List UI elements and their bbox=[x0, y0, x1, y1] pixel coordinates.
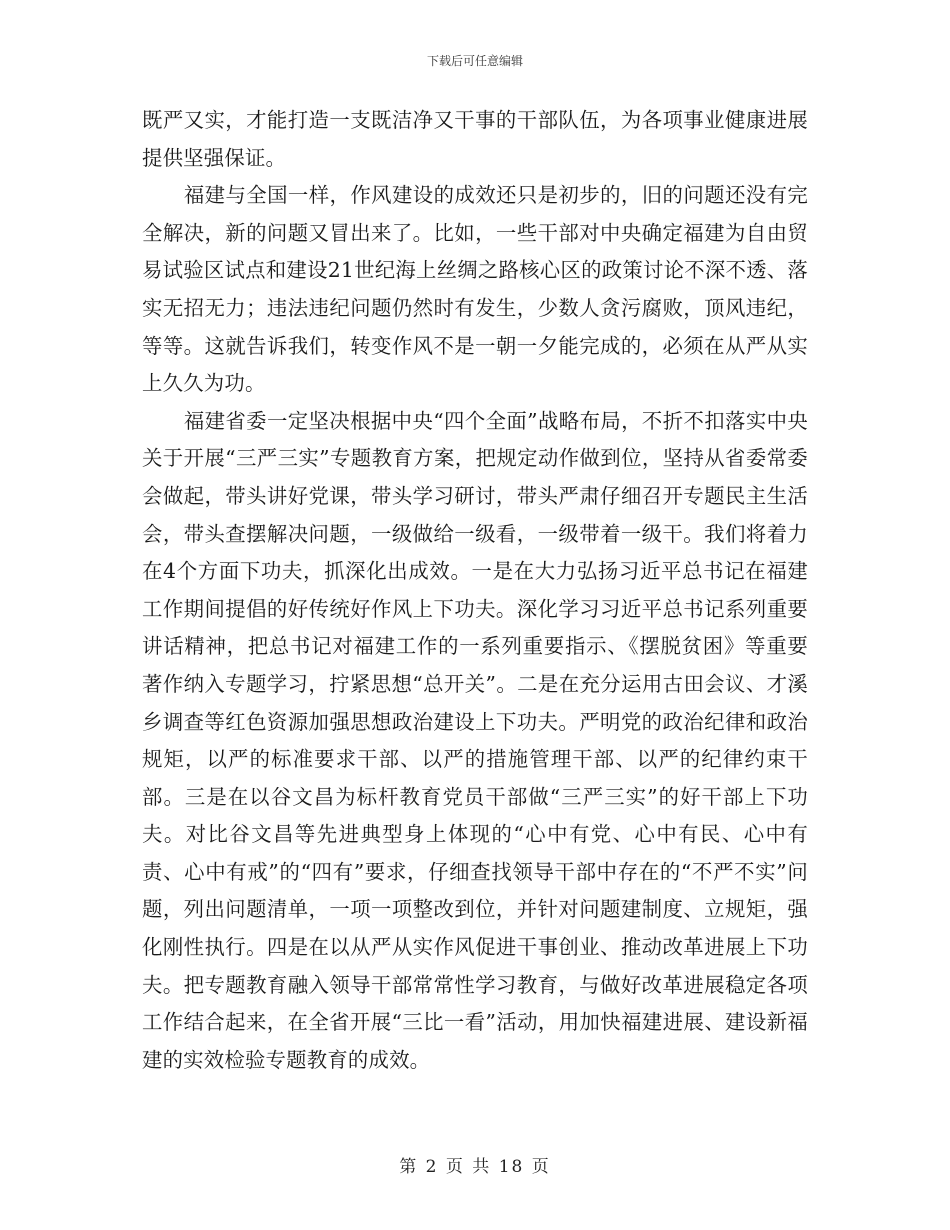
paragraph-fujian-style: 福建与全国一样，作风建设的成效还只是初步的，旧的问题还没有完全解决，新的问题又冒出来了。比如，一些干部对中央确定福建为自由贸易试验区试点和建设21世纪海上丝绸之路核心区的政策讨论不深不透、落实无招无力；违法违纪问题仍然时有发生，少数人贪污腐败，顶风违纪，等等。这就告诉我们，转变作风不是一朝一夕能完成的，必须在从严从实上久久为功。 bbox=[142, 183, 808, 396]
page-number: 第 2 页 共 18 页 bbox=[399, 1157, 551, 1177]
download-note: 下载后可任意编辑 bbox=[426, 54, 523, 68]
paragraph-provincial-committee: 福建省委一定坚决根据中央“四个全面”战略布局，不折不扣落实中央关于开展“三严三实”专题教育方案，把规定动作做到位，坚持从省委常委会做起，带头讲好党课，带头学习研讨，带头严肃仔细召开专题民主生活会，带头查摆解决问题，一级做给一级看，一级带着一级干。我们将着力在4个方面下功夫，抓深化出成效。一是在大力弘扬习近平总书记在福建工作期间提倡的好传统好作风上下功夫。深化学习习近平总书记系列重要讲话精神，把总书记对福建工作的一系列重要指示、《摆脱贫困》等重要著作纳入专题学习，拧紧思想“总开关”。二是在充分运用古田会议、才溪乡调查等红色资源加强思想政治建设上下功夫。严明党的政治纪律和政治规矩，以严的标准要求干部、以严的措施管理干部、以严的纪律约束干部。三是在以谷文昌为标杆教育党员干部做“三严三实”的好干部上下功夫。对比谷文昌等先进典型身上体现的“心中有党、心中有民、心中有责、心中有戒”的“四有”要求，仔细查找领导干部中存在的“不严不实”问题，列出问题清单，一项一项整改到位，并针对问题建制度、立规矩，强化刚性执行。四是在以从严从实作风促进干事创业、推动改革进展上下功夫。把专题教育融入领导干部常常性学习教育，与做好改革进展稳定各项工作结合起来，在全省开展“三比一看”活动，用加快福建进展、建设新福建的实效检验专题教育的成效。 bbox=[142, 408, 808, 1072]
document-body bbox=[142, 102, 808, 1079]
paragraph-continuation: 既严又实，才能打造一支既洁净又干事的干部队伍，为各项事业健康进展提供坚强保证。 bbox=[142, 108, 808, 170]
